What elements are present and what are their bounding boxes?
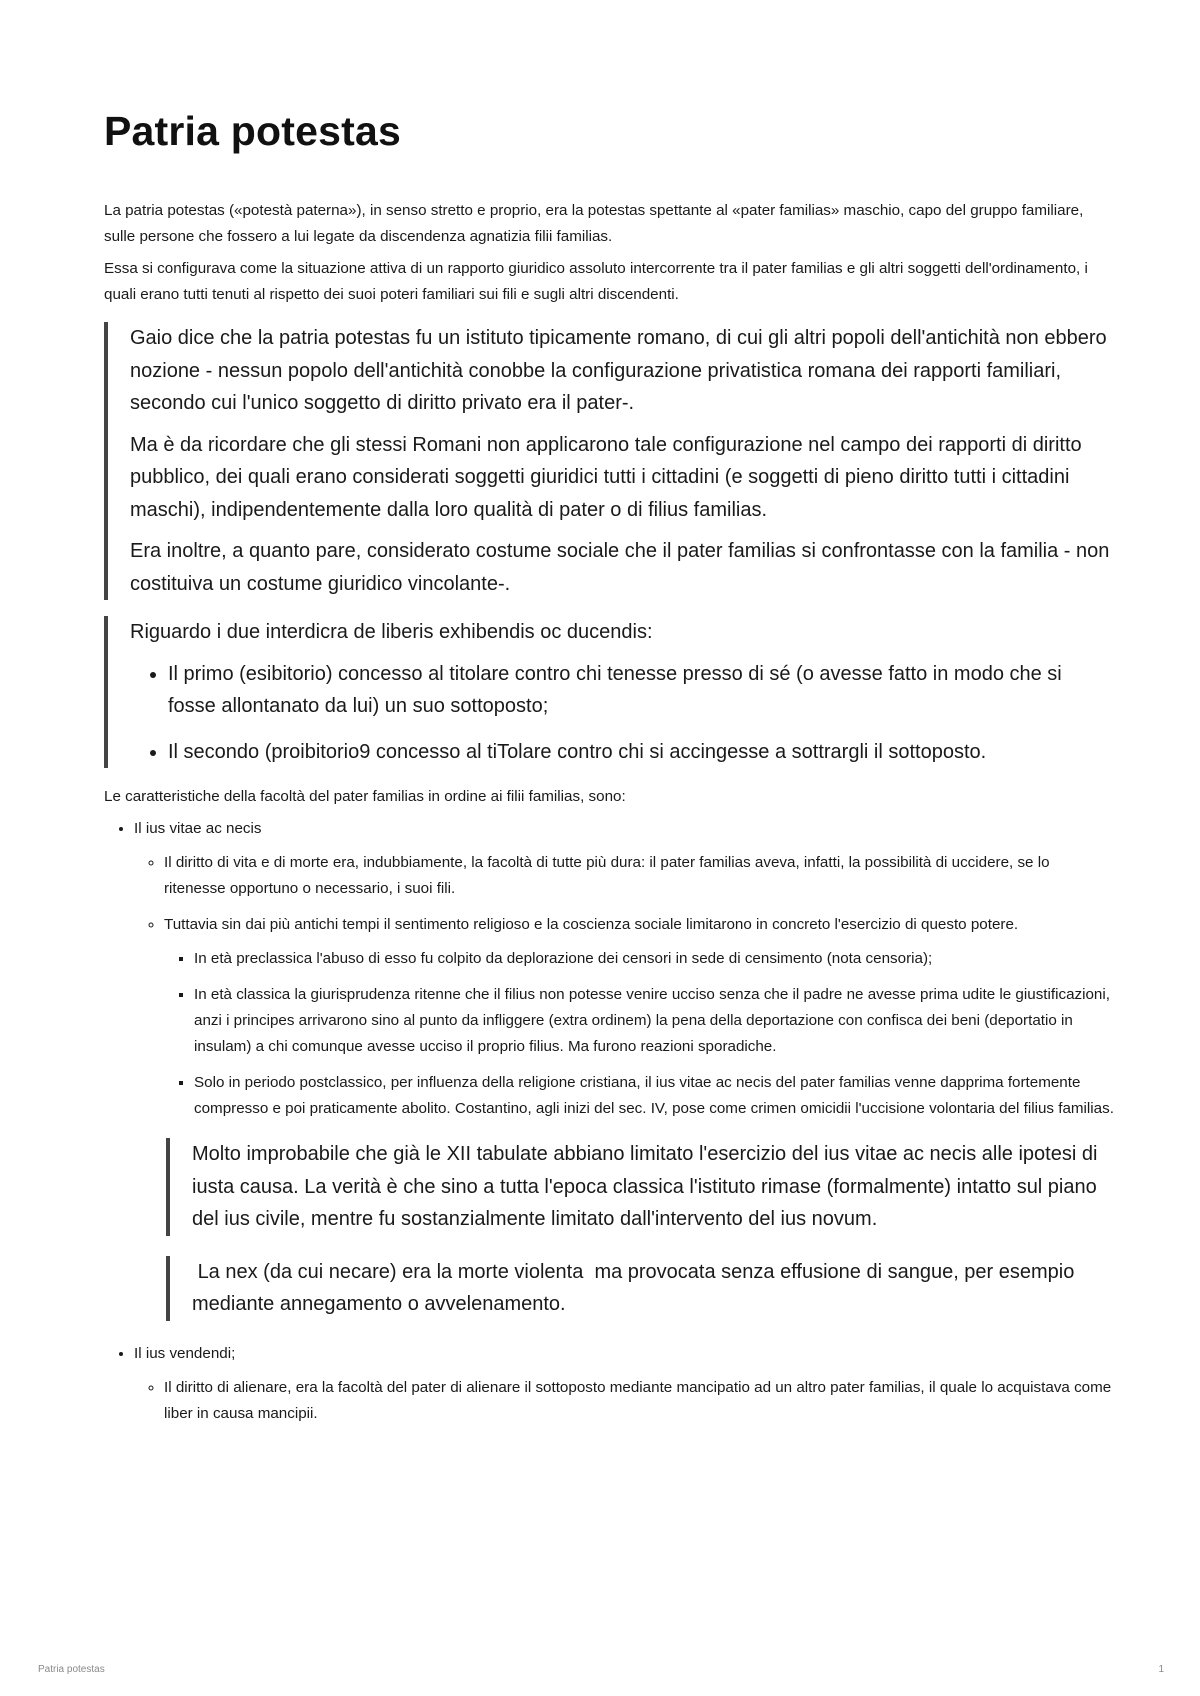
- list-item: ◦ Il diritto di vita e di morte era, indubbiamente, la facoltà di tutte più dura: il pater familias aveva, infatti, la possibilità di uccidere, se lo ritenesse opportuno o necessario, i suoi fili.: [164, 850, 1114, 902]
- list-item: • Il primo (esibitorio) concesso al titolare contro chi tenesse presso di sé (o avesse fatto in modo che si fosse allontanato da lui) un suo sottoposto;: [168, 658, 1114, 723]
- document-page: [104, 106, 1114, 1437]
- interdicta-list: [130, 658, 1114, 769]
- list-item: • Il secondo (proibitorio9 concesso al tiTolare contro chi si accingesse a sottrargli il sottoposto.: [168, 736, 1114, 769]
- list-item: ◦ Il diritto di alienare, era la facoltà del pater di alienare il sottoposto mediante mancipatio ad un altro pater familias, il quale lo acquistava come liber in causa mancipii.: [164, 1375, 1114, 1427]
- blockquote-gaio: [104, 322, 1114, 600]
- blockquote-interdicta: [104, 616, 1114, 768]
- characteristics-list: [104, 816, 1114, 1427]
- ius-vitae-sublist: [134, 850, 1114, 1122]
- list-item: [164, 912, 1114, 1122]
- characteristics-intro: Le caratteristiche della facoltà del pater familias in ordine ai filii familias, sono:: [104, 788, 626, 805]
- intro-paragraph-2: Essa si configurava come la situazione attiva di un rapporto giuridico assoluto intercorrente tra il pater familias e gli altri soggetti dell'ordinamento, i quali erano tutti tenuti al rispetto dei suoi poteri familiari sui fili e sugli altri discendenti.: [104, 260, 1088, 303]
- list-item-text: Tuttavia sin dai più antichi tempi il sentimento religioso e la coscienza sociale limitarono in concreto l'esercizio di questo potere.: [164, 916, 1019, 933]
- page-title: Patria potestas: [104, 108, 401, 154]
- list-item: ▪ In età classica la giurisprudenza ritenne che il filius non potesse venire ucciso senza che il padre ne avesse prima udite le giustificazioni, anzi i principes arrivarono sino al punto da infliggere (extra ordinem) la pena della deportazione con confisca dei beni (deportatio in insulam) a chi comunque avesse ucciso il proprio filius. Ma furono reazioni sporadiche.: [194, 982, 1114, 1060]
- quote-paragraph: Molto improbabile che già le XII tabulate abbiano limitato l'esercizio del ius vitae ac necis alle ipotesi di iusta causa. La verità è che sino a tutta l'epoca classica l'istituto rimase (formalmente) intatto sul piano del ius civile, mentre fu sostanzialmente limitato dall'intervento del ius novum.: [192, 1143, 1098, 1230]
- blockquote-nex: [166, 1256, 1114, 1321]
- list-item-label: Il ius vitae ac necis: [134, 820, 262, 837]
- footer-document-title: Patria potestas: [38, 1664, 105, 1675]
- quote-paragraph: Ma è da ricordare che gli stessi Romani non applicarono tale configurazione nel campo dei rapporti di diritto pubblico, dei quali erano considerati soggetti giuridici tutti i cittadini (e soggetti di pieno diritto tutti i cittadini maschi), indipendentemente dalla loro qualità di pater o di filius familias.: [130, 433, 1082, 521]
- list-item: ▪ In età preclassica l'abuso di esso fu colpito da deplorazione dei censori in sede di censimento (nota censoria);: [194, 946, 1114, 972]
- list-item-label: Il ius vendendi;: [134, 1344, 236, 1362]
- quote-paragraph: La nex (da cui necare) era la morte violenta ma provocata senza effusione di sangue, per esempio mediante annegamento o avvelenamento.: [192, 1260, 1080, 1315]
- footer-page-number: 1: [1158, 1664, 1164, 1675]
- list-item-ius-vitae: [134, 816, 1114, 1321]
- quote-paragraph: Gaio dice che la patria potestas fu un istituto tipicamente romano, di cui gli altri popoli dell'antichità non ebbero nozione - nessun popolo dell'antichità conobbe la configurazione privatistica romana dei rapporti familiari, secondo cui l'unico soggetto di diritto privato era il pater-.: [130, 327, 1107, 414]
- blockquote-xii-tabulae: [166, 1138, 1114, 1236]
- list-item: ▪ Solo in periodo postclassico, per influenza della religione cristiana, il ius vitae ac necis del pater familias venne dapprima fortemente compresso e poi praticamente abolito. Costantino, agli inizi del sec. IV, pose come crimen omicidii l'uccisione volontaria del filius familias.: [194, 1070, 1114, 1122]
- quote-paragraph: Era inoltre, a quanto pare, considerato costume sociale che il pater familias si confrontasse con la familia - non costituiva un costume giuridico vincolante-.: [130, 540, 1110, 595]
- intro-paragraph-1: La patria potestas («potestà paterna»), in senso stretto e proprio, era la potestas spettante al «pater familias» maschio, capo del gruppo familiare, sulle persone che fossero a lui legate da discendenza agnatizia filii familias.: [104, 202, 1084, 245]
- ius-vitae-periods-list: [164, 946, 1114, 1122]
- list-item-ius-vendendi: [134, 1341, 1114, 1427]
- ius-vendendi-sublist: [134, 1375, 1114, 1427]
- quote-lead: Riguardo i due interdicra de liberis exhibendis oc ducendis:: [130, 621, 653, 643]
